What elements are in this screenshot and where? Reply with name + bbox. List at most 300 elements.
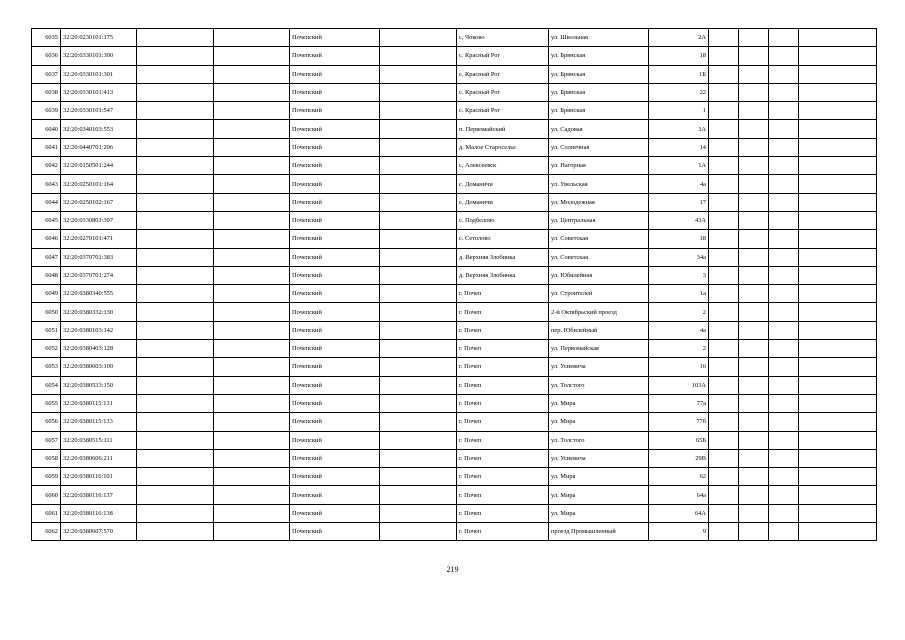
row-number-cell: 6035 bbox=[32, 29, 61, 47]
empty-cell bbox=[769, 47, 799, 65]
locality-cell: г. Почеп bbox=[457, 285, 549, 303]
street-cell: ул. Мира bbox=[549, 394, 649, 412]
empty-cell bbox=[799, 468, 877, 486]
empty-cell bbox=[380, 138, 457, 156]
empty-cell bbox=[769, 120, 799, 138]
empty-cell bbox=[769, 157, 799, 175]
empty-cell bbox=[799, 102, 877, 120]
district-cell: Почепский bbox=[290, 102, 380, 120]
empty-cell bbox=[137, 358, 214, 376]
row-number-cell: 6054 bbox=[32, 376, 61, 394]
street-cell: ул. Толстого bbox=[549, 431, 649, 449]
table-row bbox=[32, 504, 877, 522]
cadastral-number-cell: 32:20:0380115:131 bbox=[61, 394, 137, 412]
locality-cell: г. Почеп bbox=[457, 413, 549, 431]
table-row bbox=[32, 449, 877, 467]
street-cell: ул. Нагорная bbox=[549, 157, 649, 175]
district-cell: Почепский bbox=[290, 211, 380, 229]
empty-cell bbox=[380, 376, 457, 394]
empty-cell bbox=[137, 29, 214, 47]
district-cell: Почепский bbox=[290, 358, 380, 376]
cadastral-number-cell: 32:20:0150501:244 bbox=[61, 157, 137, 175]
empty-cell bbox=[739, 285, 769, 303]
empty-cell bbox=[380, 120, 457, 138]
empty-cell bbox=[380, 47, 457, 65]
district-cell: Почепский bbox=[290, 157, 380, 175]
empty-cell bbox=[380, 230, 457, 248]
empty-cell bbox=[380, 65, 457, 83]
cadastral-number-cell: 32:20:0330101:547 bbox=[61, 102, 137, 120]
empty-cell bbox=[769, 29, 799, 47]
row-number-cell: 6051 bbox=[32, 321, 61, 339]
district-cell: Почепский bbox=[290, 303, 380, 321]
empty-cell bbox=[799, 157, 877, 175]
row-number-cell: 6044 bbox=[32, 193, 61, 211]
empty-cell bbox=[799, 321, 877, 339]
house-number-cell: 34а bbox=[649, 248, 709, 266]
empty-cell bbox=[769, 175, 799, 193]
locality-cell: г. Почеп bbox=[457, 303, 549, 321]
empty-cell bbox=[214, 504, 290, 522]
row-number-cell: 6059 bbox=[32, 468, 61, 486]
street-cell: ул. Первомайская bbox=[549, 340, 649, 358]
house-number-cell: 1 bbox=[649, 102, 709, 120]
registry-sheet bbox=[31, 28, 877, 541]
empty-cell bbox=[799, 248, 877, 266]
street-cell: ул. Школьная bbox=[549, 29, 649, 47]
empty-cell bbox=[214, 29, 290, 47]
empty-cell bbox=[799, 394, 877, 412]
empty-cell bbox=[799, 83, 877, 101]
house-number-cell: 18 bbox=[649, 230, 709, 248]
street-cell: ул. Солнечная bbox=[549, 138, 649, 156]
empty-cell bbox=[799, 340, 877, 358]
empty-cell bbox=[709, 303, 739, 321]
locality-cell: д. Верхняя Злобинка bbox=[457, 248, 549, 266]
house-number-cell: 22 bbox=[649, 83, 709, 101]
locality-cell: с. Подбелово bbox=[457, 211, 549, 229]
empty-cell bbox=[380, 29, 457, 47]
empty-cell bbox=[709, 413, 739, 431]
empty-cell bbox=[709, 486, 739, 504]
street-cell: ул. Юбилейная bbox=[549, 266, 649, 284]
empty-cell bbox=[739, 394, 769, 412]
empty-cell bbox=[799, 120, 877, 138]
row-number-cell: 6038 bbox=[32, 83, 61, 101]
empty-cell bbox=[214, 102, 290, 120]
cadastral-number-cell: 32:20:0270101:471 bbox=[61, 230, 137, 248]
district-cell: Почепский bbox=[290, 248, 380, 266]
empty-cell bbox=[380, 394, 457, 412]
table-row bbox=[32, 193, 877, 211]
empty-cell bbox=[137, 102, 214, 120]
empty-cell bbox=[709, 431, 739, 449]
cadastral-number-cell: 32:20:0380116:138 bbox=[61, 504, 137, 522]
table-row bbox=[32, 157, 877, 175]
empty-cell bbox=[380, 413, 457, 431]
empty-cell bbox=[380, 504, 457, 522]
empty-cell bbox=[709, 157, 739, 175]
empty-cell bbox=[709, 138, 739, 156]
empty-cell bbox=[214, 486, 290, 504]
cadastral-number-cell: 32:20:0250101:164 bbox=[61, 175, 137, 193]
empty-cell bbox=[769, 193, 799, 211]
house-number-cell: 3А bbox=[649, 120, 709, 138]
cadastral-number-cell: 32:20:0330101:413 bbox=[61, 83, 137, 101]
row-number-cell: 6060 bbox=[32, 486, 61, 504]
table-row bbox=[32, 120, 877, 138]
empty-cell bbox=[709, 102, 739, 120]
cadastral-number-cell: 32:20:0380403:128 bbox=[61, 340, 137, 358]
locality-cell: г. Почеп bbox=[457, 504, 549, 522]
district-cell: Почепский bbox=[290, 449, 380, 467]
table-row bbox=[32, 248, 877, 266]
empty-cell bbox=[214, 230, 290, 248]
empty-cell bbox=[739, 175, 769, 193]
house-number-cell: 65Б bbox=[649, 431, 709, 449]
district-cell: Почепский bbox=[290, 486, 380, 504]
empty-cell bbox=[214, 211, 290, 229]
empty-cell bbox=[380, 175, 457, 193]
empty-cell bbox=[799, 47, 877, 65]
locality-cell: с. Красный Рог bbox=[457, 65, 549, 83]
cadastral-number-cell: 32:20:0380533:150 bbox=[61, 376, 137, 394]
street-cell: ул. Советская bbox=[549, 230, 649, 248]
empty-cell bbox=[214, 303, 290, 321]
empty-cell bbox=[214, 285, 290, 303]
empty-cell bbox=[137, 394, 214, 412]
empty-cell bbox=[709, 65, 739, 83]
empty-cell bbox=[739, 157, 769, 175]
locality-cell: с. Чоково bbox=[457, 29, 549, 47]
empty-cell bbox=[799, 175, 877, 193]
empty-cell bbox=[739, 504, 769, 522]
empty-cell bbox=[799, 431, 877, 449]
empty-cell bbox=[709, 285, 739, 303]
empty-cell bbox=[709, 83, 739, 101]
empty-cell bbox=[380, 340, 457, 358]
row-number-cell: 6042 bbox=[32, 157, 61, 175]
empty-cell bbox=[137, 285, 214, 303]
table-row bbox=[32, 29, 877, 47]
cadastral-number-cell: 32:20:0380332:130 bbox=[61, 303, 137, 321]
street-cell: ул. Центральная bbox=[549, 211, 649, 229]
district-cell: Почепский bbox=[290, 47, 380, 65]
empty-cell bbox=[709, 504, 739, 522]
empty-cell bbox=[769, 83, 799, 101]
house-number-cell: 43А bbox=[649, 211, 709, 229]
cadastral-number-cell: 32:20:0370701:383 bbox=[61, 248, 137, 266]
empty-cell bbox=[769, 65, 799, 83]
house-number-cell: 2 bbox=[649, 340, 709, 358]
locality-cell: г. Почеп bbox=[457, 394, 549, 412]
empty-cell bbox=[769, 211, 799, 229]
empty-cell bbox=[709, 175, 739, 193]
street-cell: ул. Молодежная bbox=[549, 193, 649, 211]
row-number-cell: 6052 bbox=[32, 340, 61, 358]
empty-cell bbox=[214, 523, 290, 541]
district-cell: Почепский bbox=[290, 230, 380, 248]
district-cell: Почепский bbox=[290, 523, 380, 541]
empty-cell bbox=[739, 376, 769, 394]
street-cell: ул. Увельская bbox=[549, 175, 649, 193]
cadastral-number-cell: 32:20:0380115:133 bbox=[61, 413, 137, 431]
table-row bbox=[32, 175, 877, 193]
empty-cell bbox=[380, 248, 457, 266]
empty-cell bbox=[739, 193, 769, 211]
row-number-cell: 6036 bbox=[32, 47, 61, 65]
house-number-cell: 64А bbox=[649, 504, 709, 522]
empty-cell bbox=[739, 138, 769, 156]
locality-cell: с. Красный Рог bbox=[457, 102, 549, 120]
empty-cell bbox=[214, 248, 290, 266]
empty-cell bbox=[769, 358, 799, 376]
empty-cell bbox=[380, 486, 457, 504]
district-cell: Почепский bbox=[290, 266, 380, 284]
empty-cell bbox=[739, 303, 769, 321]
empty-cell bbox=[380, 102, 457, 120]
cadastral-number-cell: 32:20:0380103:142 bbox=[61, 321, 137, 339]
empty-cell bbox=[137, 303, 214, 321]
row-number-cell: 6043 bbox=[32, 175, 61, 193]
empty-cell bbox=[769, 321, 799, 339]
row-number-cell: 6053 bbox=[32, 358, 61, 376]
empty-cell bbox=[799, 65, 877, 83]
empty-cell bbox=[799, 193, 877, 211]
empty-cell bbox=[799, 303, 877, 321]
house-number-cell: 3 bbox=[649, 266, 709, 284]
district-cell: Почепский bbox=[290, 394, 380, 412]
locality-cell: с. Красный Рог bbox=[457, 47, 549, 65]
property-registry-table bbox=[31, 28, 877, 541]
table-row bbox=[32, 266, 877, 284]
empty-cell bbox=[739, 211, 769, 229]
empty-cell bbox=[214, 431, 290, 449]
empty-cell bbox=[739, 29, 769, 47]
table-row bbox=[32, 431, 877, 449]
empty-cell bbox=[709, 449, 739, 467]
row-number-cell: 6062 bbox=[32, 523, 61, 541]
district-cell: Почепский bbox=[290, 468, 380, 486]
empty-cell bbox=[380, 523, 457, 541]
locality-cell: г. Почеп bbox=[457, 486, 549, 504]
table-row bbox=[32, 303, 877, 321]
empty-cell bbox=[214, 468, 290, 486]
empty-cell bbox=[739, 358, 769, 376]
house-number-cell: 4а bbox=[649, 321, 709, 339]
empty-cell bbox=[769, 523, 799, 541]
empty-cell bbox=[137, 431, 214, 449]
empty-cell bbox=[739, 102, 769, 120]
empty-cell bbox=[137, 47, 214, 65]
row-number-cell: 6056 bbox=[32, 413, 61, 431]
locality-cell: г. Почеп bbox=[457, 431, 549, 449]
house-number-cell: 4а bbox=[649, 175, 709, 193]
locality-cell: д. Малое Старосельє bbox=[457, 138, 549, 156]
empty-cell bbox=[137, 449, 214, 467]
empty-cell bbox=[769, 449, 799, 467]
district-cell: Почепский bbox=[290, 376, 380, 394]
empty-cell bbox=[137, 468, 214, 486]
empty-cell bbox=[214, 449, 290, 467]
empty-cell bbox=[214, 120, 290, 138]
row-number-cell: 6040 bbox=[32, 120, 61, 138]
empty-cell bbox=[799, 358, 877, 376]
district-cell: Почепский bbox=[290, 175, 380, 193]
locality-cell: с. Красный Рог bbox=[457, 83, 549, 101]
empty-cell bbox=[739, 340, 769, 358]
cadastral-number-cell: 32:20:0340103:553 bbox=[61, 120, 137, 138]
district-cell: Почепский bbox=[290, 29, 380, 47]
empty-cell bbox=[799, 266, 877, 284]
empty-cell bbox=[380, 321, 457, 339]
empty-cell bbox=[214, 65, 290, 83]
cadastral-number-cell: 32:20:0380340:555 bbox=[61, 285, 137, 303]
empty-cell bbox=[709, 120, 739, 138]
table-row bbox=[32, 211, 877, 229]
empty-cell bbox=[739, 523, 769, 541]
locality-cell: д. Верхняя Злобинка bbox=[457, 266, 549, 284]
empty-cell bbox=[137, 175, 214, 193]
empty-cell bbox=[137, 230, 214, 248]
locality-cell: г. Почеп bbox=[457, 358, 549, 376]
empty-cell bbox=[769, 266, 799, 284]
empty-cell bbox=[214, 83, 290, 101]
house-number-cell: 2А bbox=[649, 29, 709, 47]
empty-cell bbox=[214, 340, 290, 358]
locality-cell: п. Первомайский bbox=[457, 120, 549, 138]
row-number-cell: 6045 bbox=[32, 211, 61, 229]
cadastral-number-cell: 32:20:0380606:211 bbox=[61, 449, 137, 467]
empty-cell bbox=[739, 47, 769, 65]
street-cell: ул. Садовая bbox=[549, 120, 649, 138]
district-cell: Почепский bbox=[290, 65, 380, 83]
empty-cell bbox=[739, 266, 769, 284]
empty-cell bbox=[739, 83, 769, 101]
empty-cell bbox=[799, 486, 877, 504]
empty-cell bbox=[709, 47, 739, 65]
district-cell: Почепский bbox=[290, 321, 380, 339]
empty-cell bbox=[709, 266, 739, 284]
locality-cell: г. Почеп bbox=[457, 449, 549, 467]
table-row bbox=[32, 285, 877, 303]
empty-cell bbox=[137, 523, 214, 541]
street-cell: ул. Брянская bbox=[549, 65, 649, 83]
empty-cell bbox=[739, 431, 769, 449]
empty-cell bbox=[380, 157, 457, 175]
locality-cell: г. Почеп bbox=[457, 376, 549, 394]
empty-cell bbox=[380, 358, 457, 376]
house-number-cell: 17 bbox=[649, 193, 709, 211]
empty-cell bbox=[709, 523, 739, 541]
table-row bbox=[32, 340, 877, 358]
empty-cell bbox=[214, 47, 290, 65]
row-number-cell: 6058 bbox=[32, 449, 61, 467]
empty-cell bbox=[769, 248, 799, 266]
empty-cell bbox=[137, 248, 214, 266]
street-cell: проезд Промышленный bbox=[549, 523, 649, 541]
district-cell: Почепский bbox=[290, 138, 380, 156]
district-cell: Почепский bbox=[290, 431, 380, 449]
house-number-cell: 2 bbox=[649, 303, 709, 321]
empty-cell bbox=[799, 230, 877, 248]
empty-cell bbox=[769, 504, 799, 522]
locality-cell: с. Доманичи bbox=[457, 193, 549, 211]
empty-cell bbox=[709, 193, 739, 211]
empty-cell bbox=[380, 266, 457, 284]
house-number-cell: 14 bbox=[649, 138, 709, 156]
cadastral-number-cell: 32:20:0380603:100 bbox=[61, 358, 137, 376]
street-cell: ул. Толстого bbox=[549, 376, 649, 394]
empty-cell bbox=[380, 303, 457, 321]
empty-cell bbox=[380, 83, 457, 101]
locality-cell: г. Почеп bbox=[457, 523, 549, 541]
empty-cell bbox=[769, 468, 799, 486]
table-row bbox=[32, 321, 877, 339]
cadastral-number-cell: 32:20:0380116:101 bbox=[61, 468, 137, 486]
cadastral-number-cell: 32:20:0380515:111 bbox=[61, 431, 137, 449]
house-number-cell: 77б bbox=[649, 413, 709, 431]
empty-cell bbox=[769, 413, 799, 431]
empty-cell bbox=[137, 211, 214, 229]
district-cell: Почепский bbox=[290, 83, 380, 101]
street-cell: ул. Мира bbox=[549, 504, 649, 522]
street-cell: ул. Мира bbox=[549, 486, 649, 504]
table-row bbox=[32, 230, 877, 248]
empty-cell bbox=[137, 157, 214, 175]
empty-cell bbox=[709, 29, 739, 47]
empty-cell bbox=[739, 120, 769, 138]
empty-cell bbox=[137, 266, 214, 284]
table-row bbox=[32, 376, 877, 394]
street-cell: ул. Усиевича bbox=[549, 358, 649, 376]
empty-cell bbox=[769, 102, 799, 120]
cadastral-number-cell: 32:20:0380607:570 bbox=[61, 523, 137, 541]
empty-cell bbox=[214, 358, 290, 376]
empty-cell bbox=[799, 285, 877, 303]
empty-cell bbox=[709, 394, 739, 412]
row-number-cell: 6055 bbox=[32, 394, 61, 412]
row-number-cell: 6057 bbox=[32, 431, 61, 449]
empty-cell bbox=[380, 431, 457, 449]
empty-cell bbox=[380, 285, 457, 303]
table-row bbox=[32, 468, 877, 486]
street-cell: 2-й Октябрьский проезд bbox=[549, 303, 649, 321]
empty-cell bbox=[137, 340, 214, 358]
empty-cell bbox=[769, 340, 799, 358]
empty-cell bbox=[769, 138, 799, 156]
cadastral-number-cell: 32:20:0330101:300 bbox=[61, 47, 137, 65]
table-row bbox=[32, 83, 877, 101]
empty-cell bbox=[214, 413, 290, 431]
empty-cell bbox=[214, 394, 290, 412]
empty-cell bbox=[709, 468, 739, 486]
empty-cell bbox=[799, 413, 877, 431]
empty-cell bbox=[799, 211, 877, 229]
empty-cell bbox=[137, 65, 214, 83]
empty-cell bbox=[137, 83, 214, 101]
street-cell: ул. Строителей bbox=[549, 285, 649, 303]
district-cell: Почепский bbox=[290, 340, 380, 358]
house-number-cell: 16 bbox=[649, 358, 709, 376]
empty-cell bbox=[739, 449, 769, 467]
table-row bbox=[32, 413, 877, 431]
table-row bbox=[32, 486, 877, 504]
street-cell: ул. Мира bbox=[549, 468, 649, 486]
empty-cell bbox=[799, 449, 877, 467]
empty-cell bbox=[769, 486, 799, 504]
page-number: 219 bbox=[446, 565, 459, 574]
